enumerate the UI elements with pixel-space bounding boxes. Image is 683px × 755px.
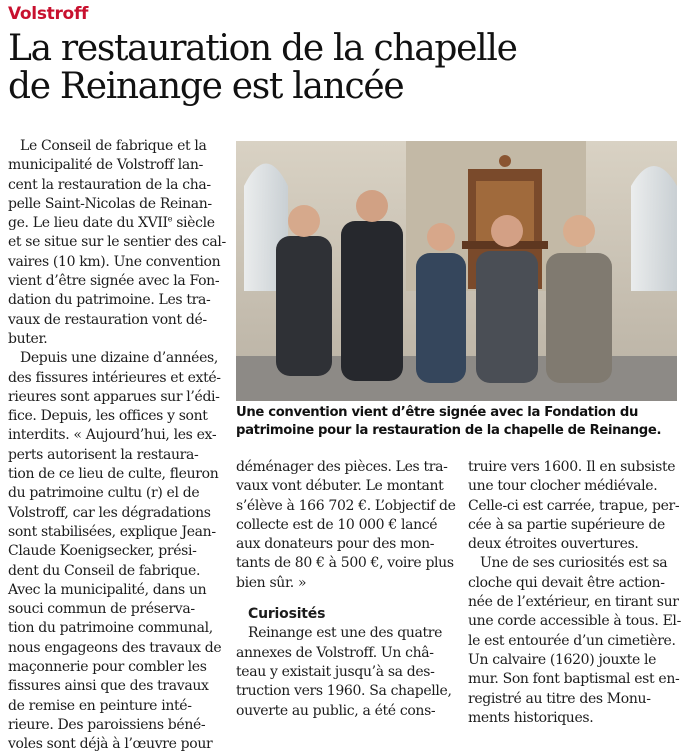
article-text-line: s’élève à 166 702 €. L’objectif de (236, 497, 456, 514)
article-text-line: cent la restauration de la cha- (8, 176, 211, 193)
article-headline (8, 30, 517, 106)
article-text-line: Claude Koenigsecker, prési- (8, 543, 197, 560)
article-text-line: des fissures intérieures et exté- (8, 369, 221, 386)
article-text-line: Depuis une dizaine d’années, (20, 350, 218, 367)
photo-caption (236, 404, 677, 440)
article-text-line: Celle-ci est carrée, trapue, per- (468, 497, 680, 514)
article-text-line: Une de ses curiosités est sa (480, 555, 668, 572)
article-column-2 (236, 458, 456, 721)
caption-line-1: Une convention vient d’être signée avec la Fondation du (236, 405, 639, 420)
superscript: e (167, 214, 173, 224)
article-text-line: le est entourée d’un cimetière. (468, 632, 676, 649)
article-text-line: deux étroites ouvertures. (468, 536, 639, 553)
article-text-line: pelle Saint-Nicolas de Reinan- (8, 195, 212, 212)
article-text-line: souci commun de préserva- (8, 601, 195, 618)
article-text-line: maçonnerie pour combler les (8, 659, 207, 676)
article-text-line: dent du Conseil de fabrique. (8, 562, 201, 579)
article-text-line: Un calvaire (1620) jouxte le (468, 651, 657, 668)
article-text-line: mur. Son font baptismal est en- (468, 671, 680, 688)
photo-icon (236, 141, 677, 401)
article-text-line: une tour clocher médiévale. (468, 478, 658, 495)
article-text-line: vient d’être signée avec la Fon- (8, 273, 220, 290)
article-text-line: Avec la municipalité, dans un (8, 581, 207, 598)
article-text-line: du patrimoine cultu (r) el de (8, 485, 200, 502)
article-text-line: aux donateurs pour des mon- (236, 536, 435, 553)
article-text-line: et se situe sur le sentier des cal- (8, 234, 226, 251)
article-text-line: vaires (10 km). Une convention (8, 253, 221, 270)
article-text-line: Reinange est une des quatre (248, 625, 443, 642)
article-column-3 (468, 458, 681, 728)
article-text-line: registré au titre des Monu- (468, 690, 651, 707)
section-rubric: Volstroff (8, 4, 89, 24)
article-text-line: truire vers 1600. Il en subsiste (468, 459, 676, 475)
article-text-line: vaux vont débuter. Le montant (236, 478, 444, 495)
article-text-line: tants de 80 € à 500 €, voire plus (236, 555, 454, 572)
article-text-line: fice. Depuis, les offices y sont (8, 408, 208, 425)
article-text-line: nous engageons des travaux de (8, 639, 222, 656)
article-text-line: Volstroff, car les dégradations (8, 504, 211, 521)
article-text-line: interdits. « Aujourd’hui, les ex- (8, 427, 217, 444)
article-text-line: une corde accessible à tous. El- (468, 613, 681, 630)
article-text-line: née de l’extérieur, en tirant sur (468, 594, 679, 611)
text-fragment: ge. Le lieu date du XVII (8, 215, 168, 232)
article-text-line: vaux de restauration vont dé- (8, 311, 207, 328)
caption-line-2: patrimoine pour la restauration de la chapelle de Reinange. (236, 423, 662, 438)
article-text-line: perts autorisent la restaura- (8, 446, 199, 463)
article-text-line: ments historiques. (468, 709, 594, 726)
text-fragment: siècle (172, 215, 215, 232)
article-text-line: déménager des pièces. Les tra- (236, 459, 448, 475)
article-text-line: Le Conseil de fabrique et la (20, 138, 207, 154)
article-text-line: bien sûr. » (236, 574, 307, 591)
article-text-line: collecte est de 10 000 € lancé (236, 516, 438, 533)
article-text-line: dation du patrimoine. Les tra- (8, 292, 211, 309)
article-text-line: buter. (8, 330, 48, 347)
article-column-1 (8, 137, 226, 755)
article-text-line: voles sont déjà à l’œuvre pour (8, 736, 213, 753)
article-text-line: cée à sa partie supérieure de (468, 516, 665, 533)
article-text-line: truction vers 1960. Sa chapelle, (236, 683, 452, 700)
article-text-line: tion du patrimoine communal, (8, 620, 213, 637)
article-text-line: municipalité de Volstroff lan- (8, 157, 203, 174)
headline-line-2: de Reinange est lancée (8, 66, 404, 107)
article-text-line: teau y existait jusqu’à sa des- (236, 663, 435, 680)
article-text-line: annexes de Volstroff. Un châ- (236, 644, 434, 661)
article-text-line (8, 214, 218, 233)
article-text-line: fissures ainsi que des travaux (8, 678, 209, 695)
article-text-line: rieures sont apparues sur l’édi- (8, 388, 220, 405)
article-photo (236, 141, 677, 401)
article-text-line: ouverte au public, a été cons- (236, 702, 436, 719)
article-text-line: de remise en peinture inté- (8, 697, 192, 714)
article-text-line: tion de ce lieu de culte, fleuron (8, 466, 219, 483)
article-text-line: cloche qui devait être action- (468, 574, 665, 591)
article-text-line: sont stabilisées, explique Jean- (8, 523, 216, 540)
headline-line-1: La restauration de la chapelle (8, 28, 517, 69)
subheading-curiosites: Curiosités (248, 606, 326, 623)
article-text-line: rieure. Des paroissiens béné- (8, 716, 206, 733)
